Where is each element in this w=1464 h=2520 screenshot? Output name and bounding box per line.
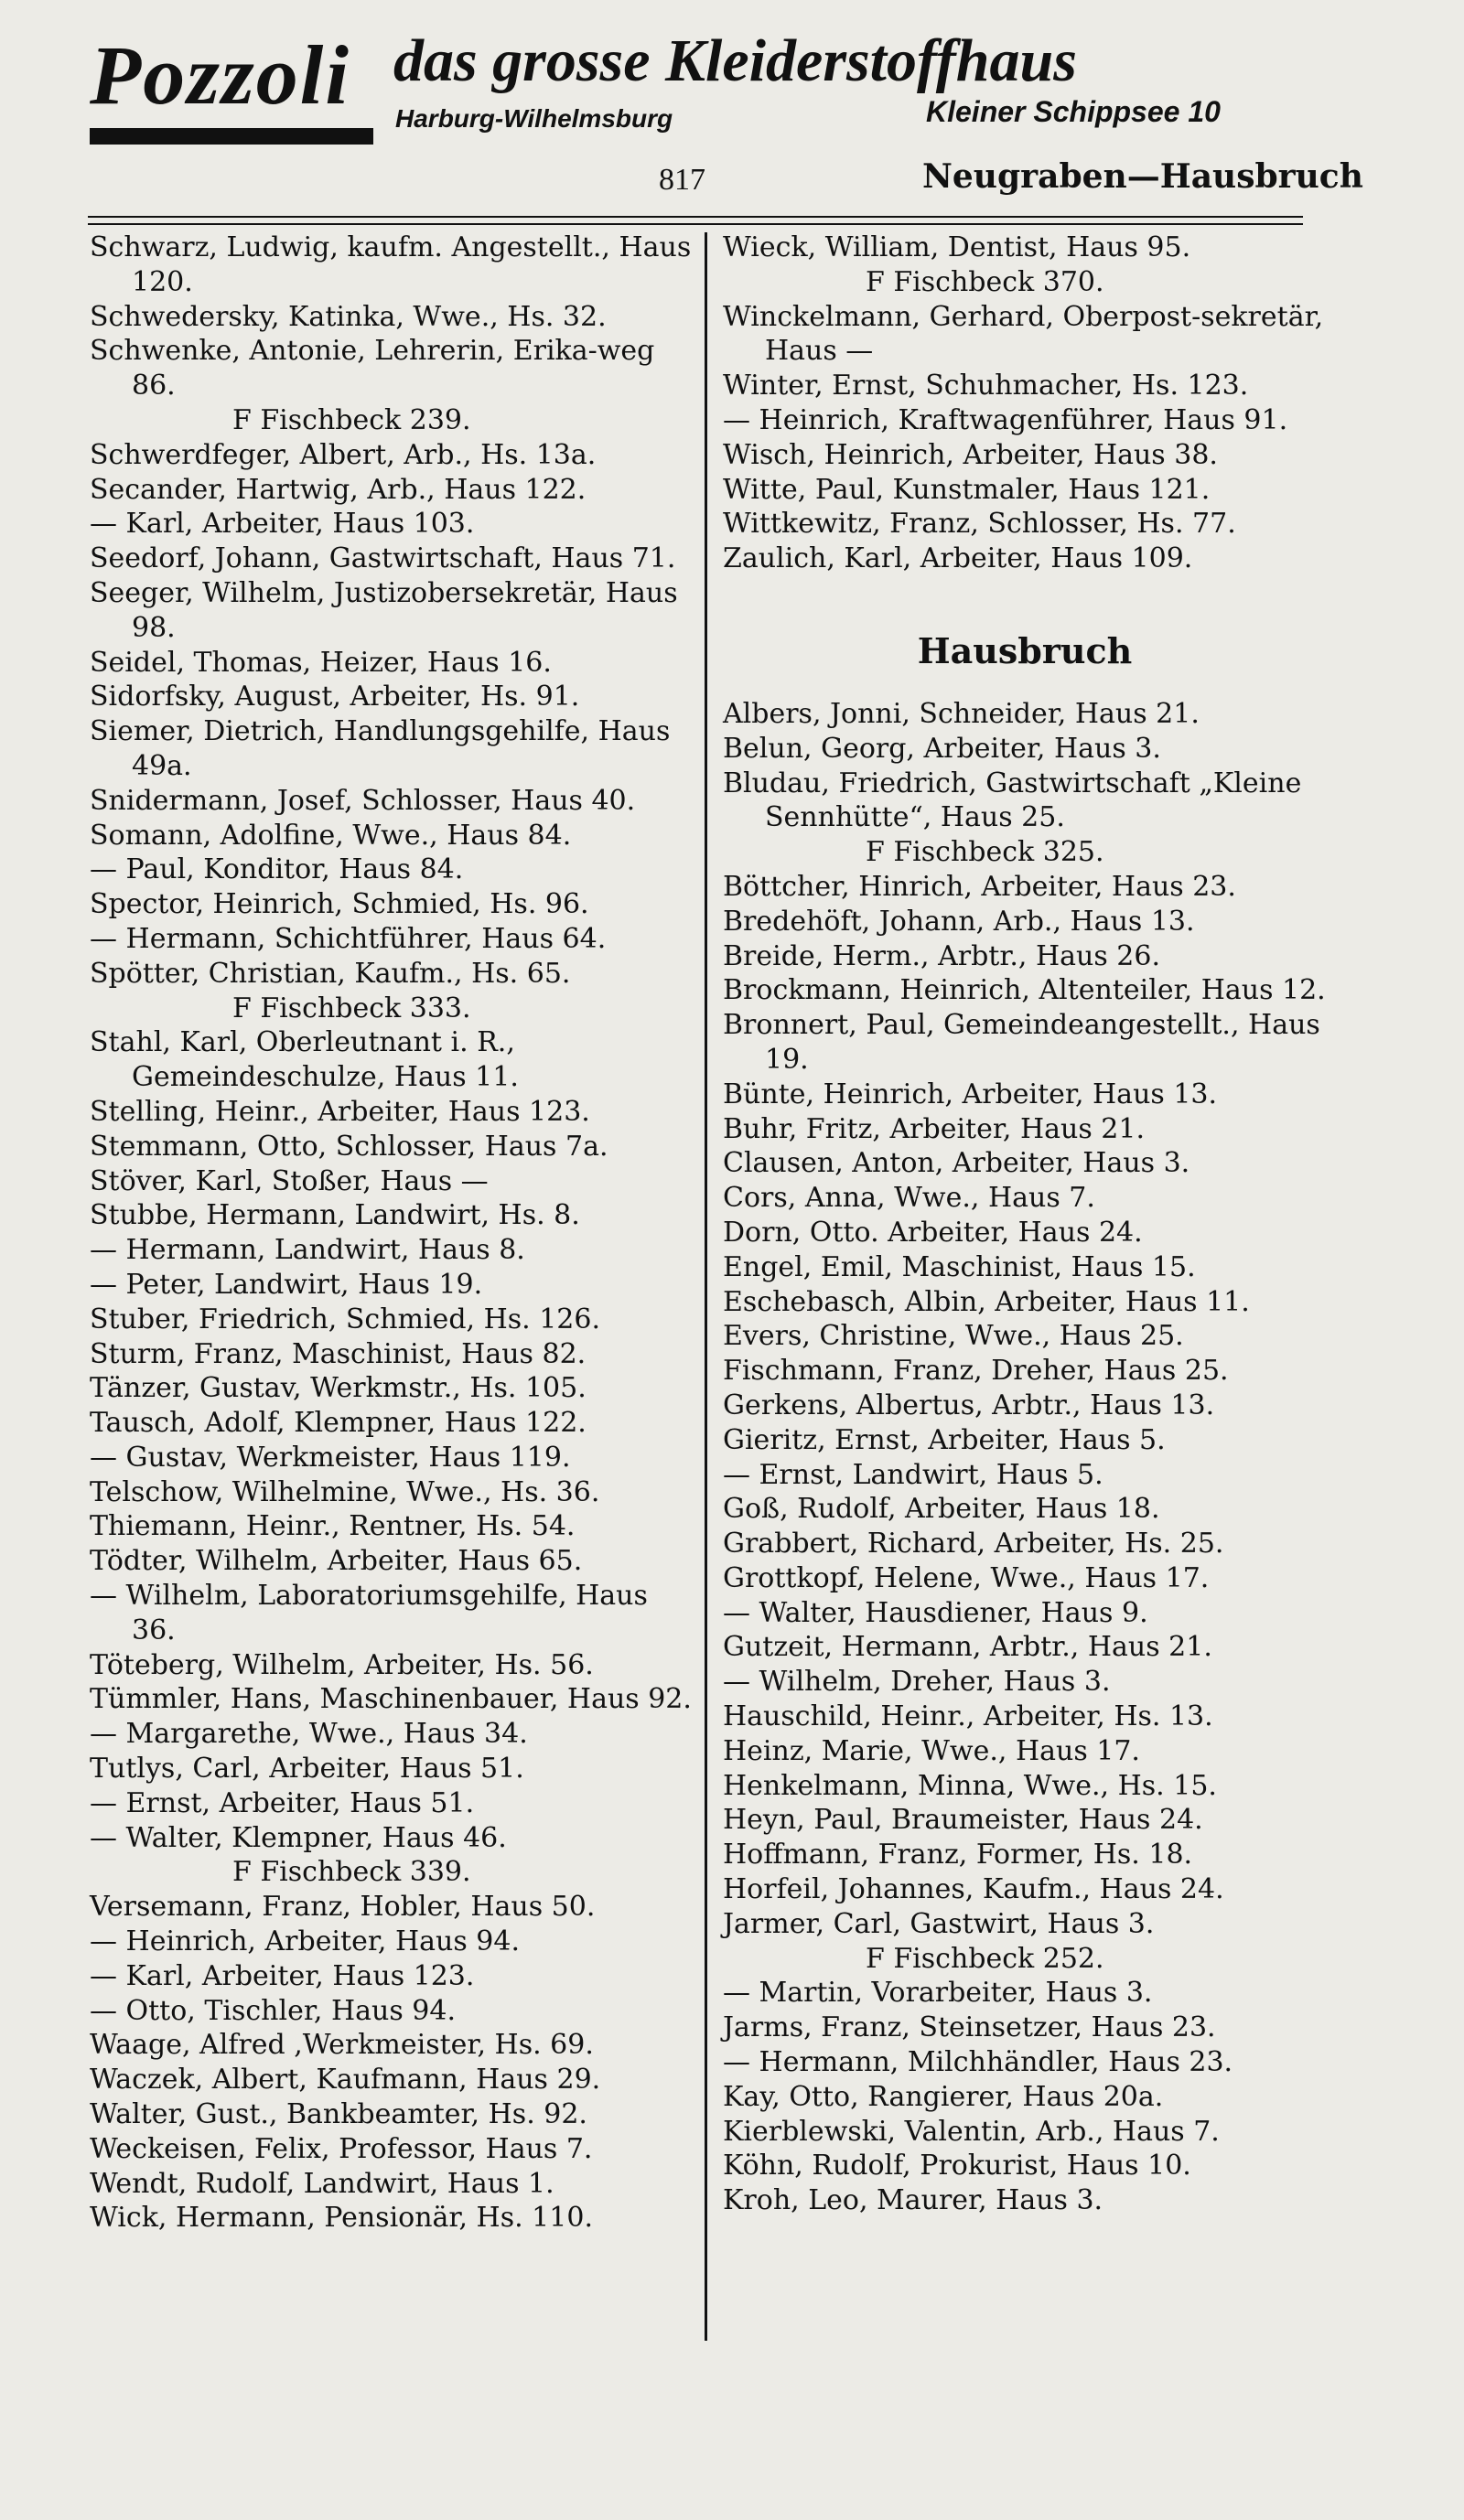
entry-text: Wieck, William, Dentist, Haus 95. <box>723 231 1191 263</box>
entry-text: Clausen, Anton, Arbeiter, Haus 3. <box>723 1147 1190 1180</box>
directory-entry <box>723 1630 1327 1665</box>
entry-text: — Walter, Hausdiener, Haus 9. <box>723 1596 1148 1629</box>
directory-entry <box>723 2011 1327 2045</box>
entry-text: Winckelmann, Gerhard, Oberpost-sekretär, Haus — <box>723 300 1324 368</box>
directory-entry <box>723 1838 1327 1872</box>
entry-text: Kay, Otto, Rangierer, Haus 20a. <box>723 2080 1164 2113</box>
directory-entry <box>723 2183 1327 2218</box>
directory-entry <box>90 334 698 437</box>
directory-entry <box>90 231 698 300</box>
directory-entry <box>723 2149 1327 2183</box>
entry-text: Schwarz, Ludwig, kaufm. Angestellt., Haus 120. <box>90 231 692 298</box>
directory-entry <box>90 1786 698 1821</box>
entry-text: Grabbert, Richard, Arbeiter, Hs. 25. <box>723 1528 1224 1560</box>
directory-entry <box>90 1752 698 1786</box>
entry-text: — Wilhelm, Dreher, Haus 3. <box>723 1666 1111 1699</box>
directory-entry <box>723 1803 1327 1838</box>
entry-text: Telschow, Wilhelmine, Wwe., Hs. 36. <box>90 1475 600 1508</box>
directory-entry <box>723 1216 1327 1250</box>
directory-entry <box>90 1198 698 1233</box>
directory-entry <box>90 2097 698 2132</box>
directory-entry <box>90 300 698 335</box>
directory-entry <box>90 1233 698 1268</box>
entry-text: Buhr, Fritz, Arbeiter, Haus 21. <box>723 1112 1145 1145</box>
entry-phone: F Fischbeck 370. <box>866 265 1104 298</box>
entry-text: Köhn, Rudolf, Prokurist, Haus 10. <box>723 2150 1191 2182</box>
entry-phone: F Fischbeck 339. <box>232 1856 471 1889</box>
running-head: Neugraben—Hausbruch <box>922 157 1363 196</box>
entry-text: — Martin, Vorarbeiter, Haus 3. <box>723 1977 1153 2010</box>
entry-text: Cors, Anna, Wwe., Haus 7. <box>723 1182 1095 1215</box>
entry-text: Gutzeit, Hermann, Arbtr., Haus 21. <box>723 1631 1212 1664</box>
directory-entry <box>90 2201 698 2236</box>
entry-text: Stubbe, Hermann, Landwirt, Hs. 8. <box>90 1199 580 1232</box>
entry-phone: F Fischbeck 252. <box>866 1942 1104 1975</box>
entry-text: Seidel, Thomas, Heizer, Haus 16. <box>90 646 552 679</box>
entry-text: Spötter, Christian, Kaufm., Hs. 65. <box>90 957 571 990</box>
directory-entry <box>723 1976 1327 2011</box>
right-column-bottom-entries <box>723 697 1327 2218</box>
directory-entry <box>723 1389 1327 1423</box>
entry-text: Tümmler, Hans, Maschinenbauer, Haus 92. <box>90 1683 692 1716</box>
entry-text: — Hermann, Milchhändler, Haus 23. <box>723 2046 1233 2079</box>
entry-text: Weckeisen, Felix, Professor, Haus 7. <box>90 2132 593 2165</box>
directory-entry <box>723 1596 1327 1631</box>
directory-entry <box>723 1665 1327 1700</box>
directory-entry <box>723 905 1327 939</box>
directory-entry <box>90 1579 698 1648</box>
entry-text: Hoffmann, Franz, Former, Hs. 18. <box>723 1839 1193 1871</box>
entry-text: Breide, Herm., Arbtr., Haus 26. <box>723 939 1161 972</box>
entry-text: Dorn, Otto. Arbeiter, Haus 24. <box>723 1216 1143 1249</box>
entry-text: — Ernst, Arbeiter, Haus 51. <box>90 1786 475 1819</box>
directory-entry <box>90 2167 698 2202</box>
entry-text: Hauschild, Heinr., Arbeiter, Hs. 13. <box>723 1700 1213 1733</box>
entry-text: — Gustav, Werkmeister, Haus 119. <box>90 1441 571 1474</box>
directory-entry <box>723 2080 1327 2115</box>
directory-entry <box>723 369 1327 403</box>
entry-phone: F Fischbeck 333. <box>232 992 471 1024</box>
entry-text: Seeger, Wilhelm, Justizobersekretär, Haus 98. <box>90 576 678 644</box>
entry-text: Tänzer, Gustav, Werkmstr., Hs. 105. <box>90 1372 587 1405</box>
directory-entry <box>723 1734 1327 1769</box>
right-column <box>723 231 1327 2218</box>
entry-text: Schwerdfeger, Albert, Arb., Hs. 13a. <box>90 438 597 471</box>
header-rule-bottom <box>88 223 1303 225</box>
directory-entry <box>90 2028 698 2063</box>
directory-entry <box>90 1303 698 1337</box>
directory-entry <box>723 231 1327 300</box>
directory-entry <box>723 507 1327 542</box>
entry-text: Eschebasch, Albin, Arbeiter, Haus 11. <box>723 1285 1250 1318</box>
entry-text: Bludau, Friedrich, Gastwirtschaft „Kleine Sennhütte“, Haus 25. <box>723 767 1302 834</box>
entry-text: Stemmann, Otto, Schlosser, Haus 7a. <box>90 1130 608 1163</box>
entry-text: Stahl, Karl, Oberleutnant i. R., Gemeindeschulze, Haus 11. <box>90 1026 519 1094</box>
directory-entry <box>90 473 698 508</box>
entry-text: — Margarethe, Wwe., Haus 34. <box>90 1718 528 1751</box>
entry-text: — Heinrich, Arbeiter, Haus 94. <box>90 1925 520 1958</box>
directory-entry <box>723 1008 1327 1078</box>
entry-text: Töteberg, Wilhelm, Arbeiter, Hs. 56. <box>90 1648 594 1681</box>
directory-entry <box>723 732 1327 767</box>
entry-text: Sidorfsky, August, Arbeiter, Hs. 91. <box>90 681 580 713</box>
directory-entry <box>90 1475 698 1510</box>
entry-text: Jarms, Franz, Steinsetzer, Haus 23. <box>723 2011 1216 2044</box>
directory-entry <box>723 1250 1327 1285</box>
directory-entry <box>723 438 1327 473</box>
entry-text: Heyn, Paul, Braumeister, Haus 24. <box>723 1804 1203 1837</box>
entry-text: Siemer, Dietrich, Handlungsgehilfe, Haus 49a. <box>90 715 671 782</box>
directory-entry <box>90 1095 698 1130</box>
entry-text: Goß, Rudolf, Arbeiter, Haus 18. <box>723 1493 1160 1526</box>
directory-entry <box>90 1959 698 1994</box>
entry-text: Kierblewski, Valentin, Arb., Haus 7. <box>723 2115 1220 2148</box>
directory-entry <box>723 1112 1327 1147</box>
entry-text: Tutlys, Carl, Arbeiter, Haus 51. <box>90 1753 524 1785</box>
directory-entry <box>723 403 1327 438</box>
directory-entry <box>90 2132 698 2167</box>
directory-entry <box>90 1925 698 1959</box>
entry-text: Spector, Heinrich, Schmied, Hs. 96. <box>90 888 589 921</box>
entry-text: — Ernst, Landwirt, Haus 5. <box>723 1458 1103 1491</box>
directory-entry <box>90 853 698 887</box>
entry-text: Gieritz, Ernst, Arbeiter, Haus 5. <box>723 1423 1166 1456</box>
directory-entry <box>90 680 698 714</box>
entry-text: Fischmann, Franz, Dreher, Haus 25. <box>723 1355 1229 1388</box>
entry-text: Versemann, Franz, Hobler, Haus 50. <box>90 1891 596 1924</box>
directory-entry <box>723 1146 1327 1181</box>
directory-entry <box>90 957 698 1026</box>
entry-text: Secander, Hartwig, Arb., Haus 122. <box>90 473 587 506</box>
entry-text: Zaulich, Karl, Arbeiter, Haus 109. <box>723 542 1193 575</box>
directory-entry <box>90 646 698 681</box>
directory-entry <box>723 1527 1327 1561</box>
entry-text: Bünte, Heinrich, Arbeiter, Haus 13. <box>723 1078 1218 1110</box>
entry-text: — Karl, Arbeiter, Haus 103. <box>90 508 475 541</box>
directory-entry <box>90 1648 698 1683</box>
section-heading: Hausbruch <box>917 629 1133 671</box>
entry-phone: F Fischbeck 325. <box>866 836 1104 869</box>
directory-entry <box>90 1682 698 1717</box>
directory-entry <box>723 1078 1327 1112</box>
entry-text: Jarmer, Carl, Gastwirt, Haus 3. <box>723 1907 1155 1940</box>
ad-location: Harburg-Wilhelmsburg <box>395 104 673 133</box>
directory-entry <box>90 887 698 922</box>
entry-text: Heinz, Marie, Wwe., Haus 17. <box>723 1734 1140 1767</box>
entry-text: — Peter, Landwirt, Haus 19. <box>90 1268 483 1301</box>
entry-text: — Hermann, Landwirt, Haus 8. <box>90 1234 525 1267</box>
entry-text: Somann, Adolfine, Wwe., Haus 84. <box>90 819 572 852</box>
entry-text: Evers, Christine, Wwe., Haus 25. <box>723 1320 1184 1353</box>
entry-text: Henkelmann, Minna, Wwe., Hs. 15. <box>723 1769 1217 1802</box>
entry-text: Kroh, Leo, Maurer, Haus 3. <box>723 2184 1103 2217</box>
right-column-top-entries <box>723 231 1327 576</box>
directory-entry <box>723 1458 1327 1493</box>
directory-entry <box>90 1406 698 1441</box>
entry-text: — Walter, Klempner, Haus 46. <box>90 1821 507 1854</box>
directory-entry <box>723 473 1327 508</box>
directory-entry <box>723 1354 1327 1389</box>
entry-text: Bredehöft, Johann, Arb., Haus 13. <box>723 905 1195 938</box>
ad-tagline: das grosse Kleiderstoffhaus <box>393 27 1077 94</box>
directory-entry <box>723 870 1327 905</box>
entry-text: Gerkens, Albertus, Arbtr., Haus 13. <box>723 1389 1215 1421</box>
entry-text: Stöver, Karl, Stoßer, Haus — <box>90 1164 489 1197</box>
directory-entry <box>723 1907 1327 1977</box>
entry-text: Engel, Emil, Maschinist, Haus 15. <box>723 1250 1196 1283</box>
entry-text: Belun, Georg, Arbeiter, Haus 3. <box>723 732 1161 765</box>
directory-entry <box>723 1319 1327 1354</box>
directory-entry <box>90 1268 698 1303</box>
directory-entry <box>723 2045 1327 2080</box>
directory-entry <box>90 2063 698 2097</box>
entry-text: Waczek, Albert, Kaufmann, Haus 29. <box>90 2064 601 2096</box>
directory-entry <box>723 300 1327 370</box>
entry-text: — Wilhelm, Laboratoriumsgehilfe, Haus 36. <box>90 1580 648 1646</box>
directory-entry <box>90 784 698 819</box>
entry-text: Stelling, Heinr., Arbeiter, Haus 123. <box>90 1095 590 1128</box>
entry-text: Thiemann, Heinr., Rentner, Hs. 54. <box>90 1510 576 1543</box>
left-column <box>90 231 698 2236</box>
entry-text: Waage, Alfred ,Werkmeister, Hs. 69. <box>90 2029 594 2062</box>
entry-text: — Heinrich, Kraftwagenführer, Haus 91. <box>723 403 1288 436</box>
entry-text: — Karl, Arbeiter, Haus 123. <box>90 1959 475 1992</box>
directory-entry <box>723 767 1327 870</box>
header-rule-top <box>88 216 1303 218</box>
entry-text: Stuber, Friedrich, Schmied, Hs. 126. <box>90 1303 601 1335</box>
entry-text: Tödter, Wilhelm, Arbeiter, Haus 65. <box>90 1545 583 1578</box>
directory-entry <box>90 1717 698 1752</box>
directory-entry <box>90 819 698 853</box>
directory-entry <box>723 1700 1327 1734</box>
entry-text: Horfeil, Johannes, Kaufm., Haus 24. <box>723 1873 1224 1906</box>
directory-entry <box>723 1561 1327 1596</box>
directory-entry <box>90 1337 698 1372</box>
directory-entry <box>90 714 698 784</box>
directory-entry <box>723 939 1327 974</box>
directory-entry <box>723 973 1327 1008</box>
page-number: 817 <box>659 163 705 197</box>
directory-entry <box>723 542 1327 576</box>
directory-entry <box>723 2115 1327 2150</box>
entry-text: Tausch, Adolf, Klempner, Haus 122. <box>90 1407 587 1440</box>
column-divider <box>705 232 707 2341</box>
entry-text: Snidermann, Josef, Schlosser, Haus 40. <box>90 784 636 817</box>
directory-entry <box>90 922 698 957</box>
entry-text: — Paul, Konditor, Haus 84. <box>90 853 464 886</box>
entry-text: Brockmann, Heinrich, Altenteiler, Haus 12. <box>723 974 1326 1007</box>
ad-underline-bar <box>90 128 373 145</box>
directory-entry <box>90 576 698 646</box>
entry-text: Winter, Ernst, Schuhmacher, Hs. 123. <box>723 370 1249 402</box>
directory-entry <box>90 1994 698 2029</box>
entry-text: Wisch, Heinrich, Arbeiter, Haus 38. <box>723 438 1218 471</box>
directory-entry <box>90 1164 698 1199</box>
directory-entry <box>723 1285 1327 1320</box>
directory-entry <box>723 1492 1327 1527</box>
entry-text: Wick, Hermann, Pensionär, Hs. 110. <box>90 2202 593 2235</box>
directory-entry <box>90 1509 698 1544</box>
entry-text: Böttcher, Hinrich, Arbeiter, Haus 23. <box>723 870 1236 903</box>
directory-entry <box>90 1544 698 1579</box>
entry-text: Wendt, Rudolf, Landwirt, Haus 1. <box>90 2167 554 2200</box>
entry-text: Albers, Jonni, Schneider, Haus 21. <box>723 697 1200 730</box>
directory-entry <box>723 1423 1327 1458</box>
directory-entry <box>723 1872 1327 1907</box>
entry-text: Schwenke, Antonie, Lehrerin, Erika-weg 86. <box>90 335 655 402</box>
directory-entry <box>90 1025 698 1095</box>
entry-text: Grottkopf, Helene, Wwe., Haus 17. <box>723 1561 1210 1594</box>
directory-entry <box>90 1821 698 1891</box>
entry-text: Sturm, Franz, Maschinist, Haus 82. <box>90 1337 587 1370</box>
directory-entry <box>723 1181 1327 1216</box>
directory-entry <box>90 438 698 473</box>
entry-text: Seedorf, Johann, Gastwirtschaft, Haus 71. <box>90 542 676 575</box>
entry-text: Witte, Paul, Kunstmaler, Haus 121. <box>723 473 1211 506</box>
directory-entry <box>90 1441 698 1475</box>
entry-text: Schwedersky, Katinka, Wwe., Hs. 32. <box>90 300 607 333</box>
directory-entry <box>723 1769 1327 1804</box>
directory-entry <box>90 1371 698 1406</box>
entry-phone: F Fischbeck 239. <box>232 403 471 436</box>
ad-brand-name: Pozzoli <box>90 28 350 122</box>
ad-street-address: Kleiner Schippsee 10 <box>926 95 1221 128</box>
directory-entry <box>723 697 1327 732</box>
entry-text: — Hermann, Schichtführer, Haus 64. <box>90 922 607 955</box>
entry-text: — Otto, Tischler, Haus 94. <box>90 1994 456 2027</box>
entry-text: Bronnert, Paul, Gemeindeangestellt., Haus 19. <box>723 1009 1320 1076</box>
entry-text: Wittkewitz, Franz, Schlosser, Hs. 77. <box>723 508 1236 541</box>
directory-entry <box>90 542 698 576</box>
directory-entry <box>90 1130 698 1164</box>
entry-text: Walter, Gust., Bankbeamter, Hs. 92. <box>90 2098 587 2131</box>
directory-entry <box>90 1890 698 1925</box>
directory-entry <box>90 507 698 542</box>
